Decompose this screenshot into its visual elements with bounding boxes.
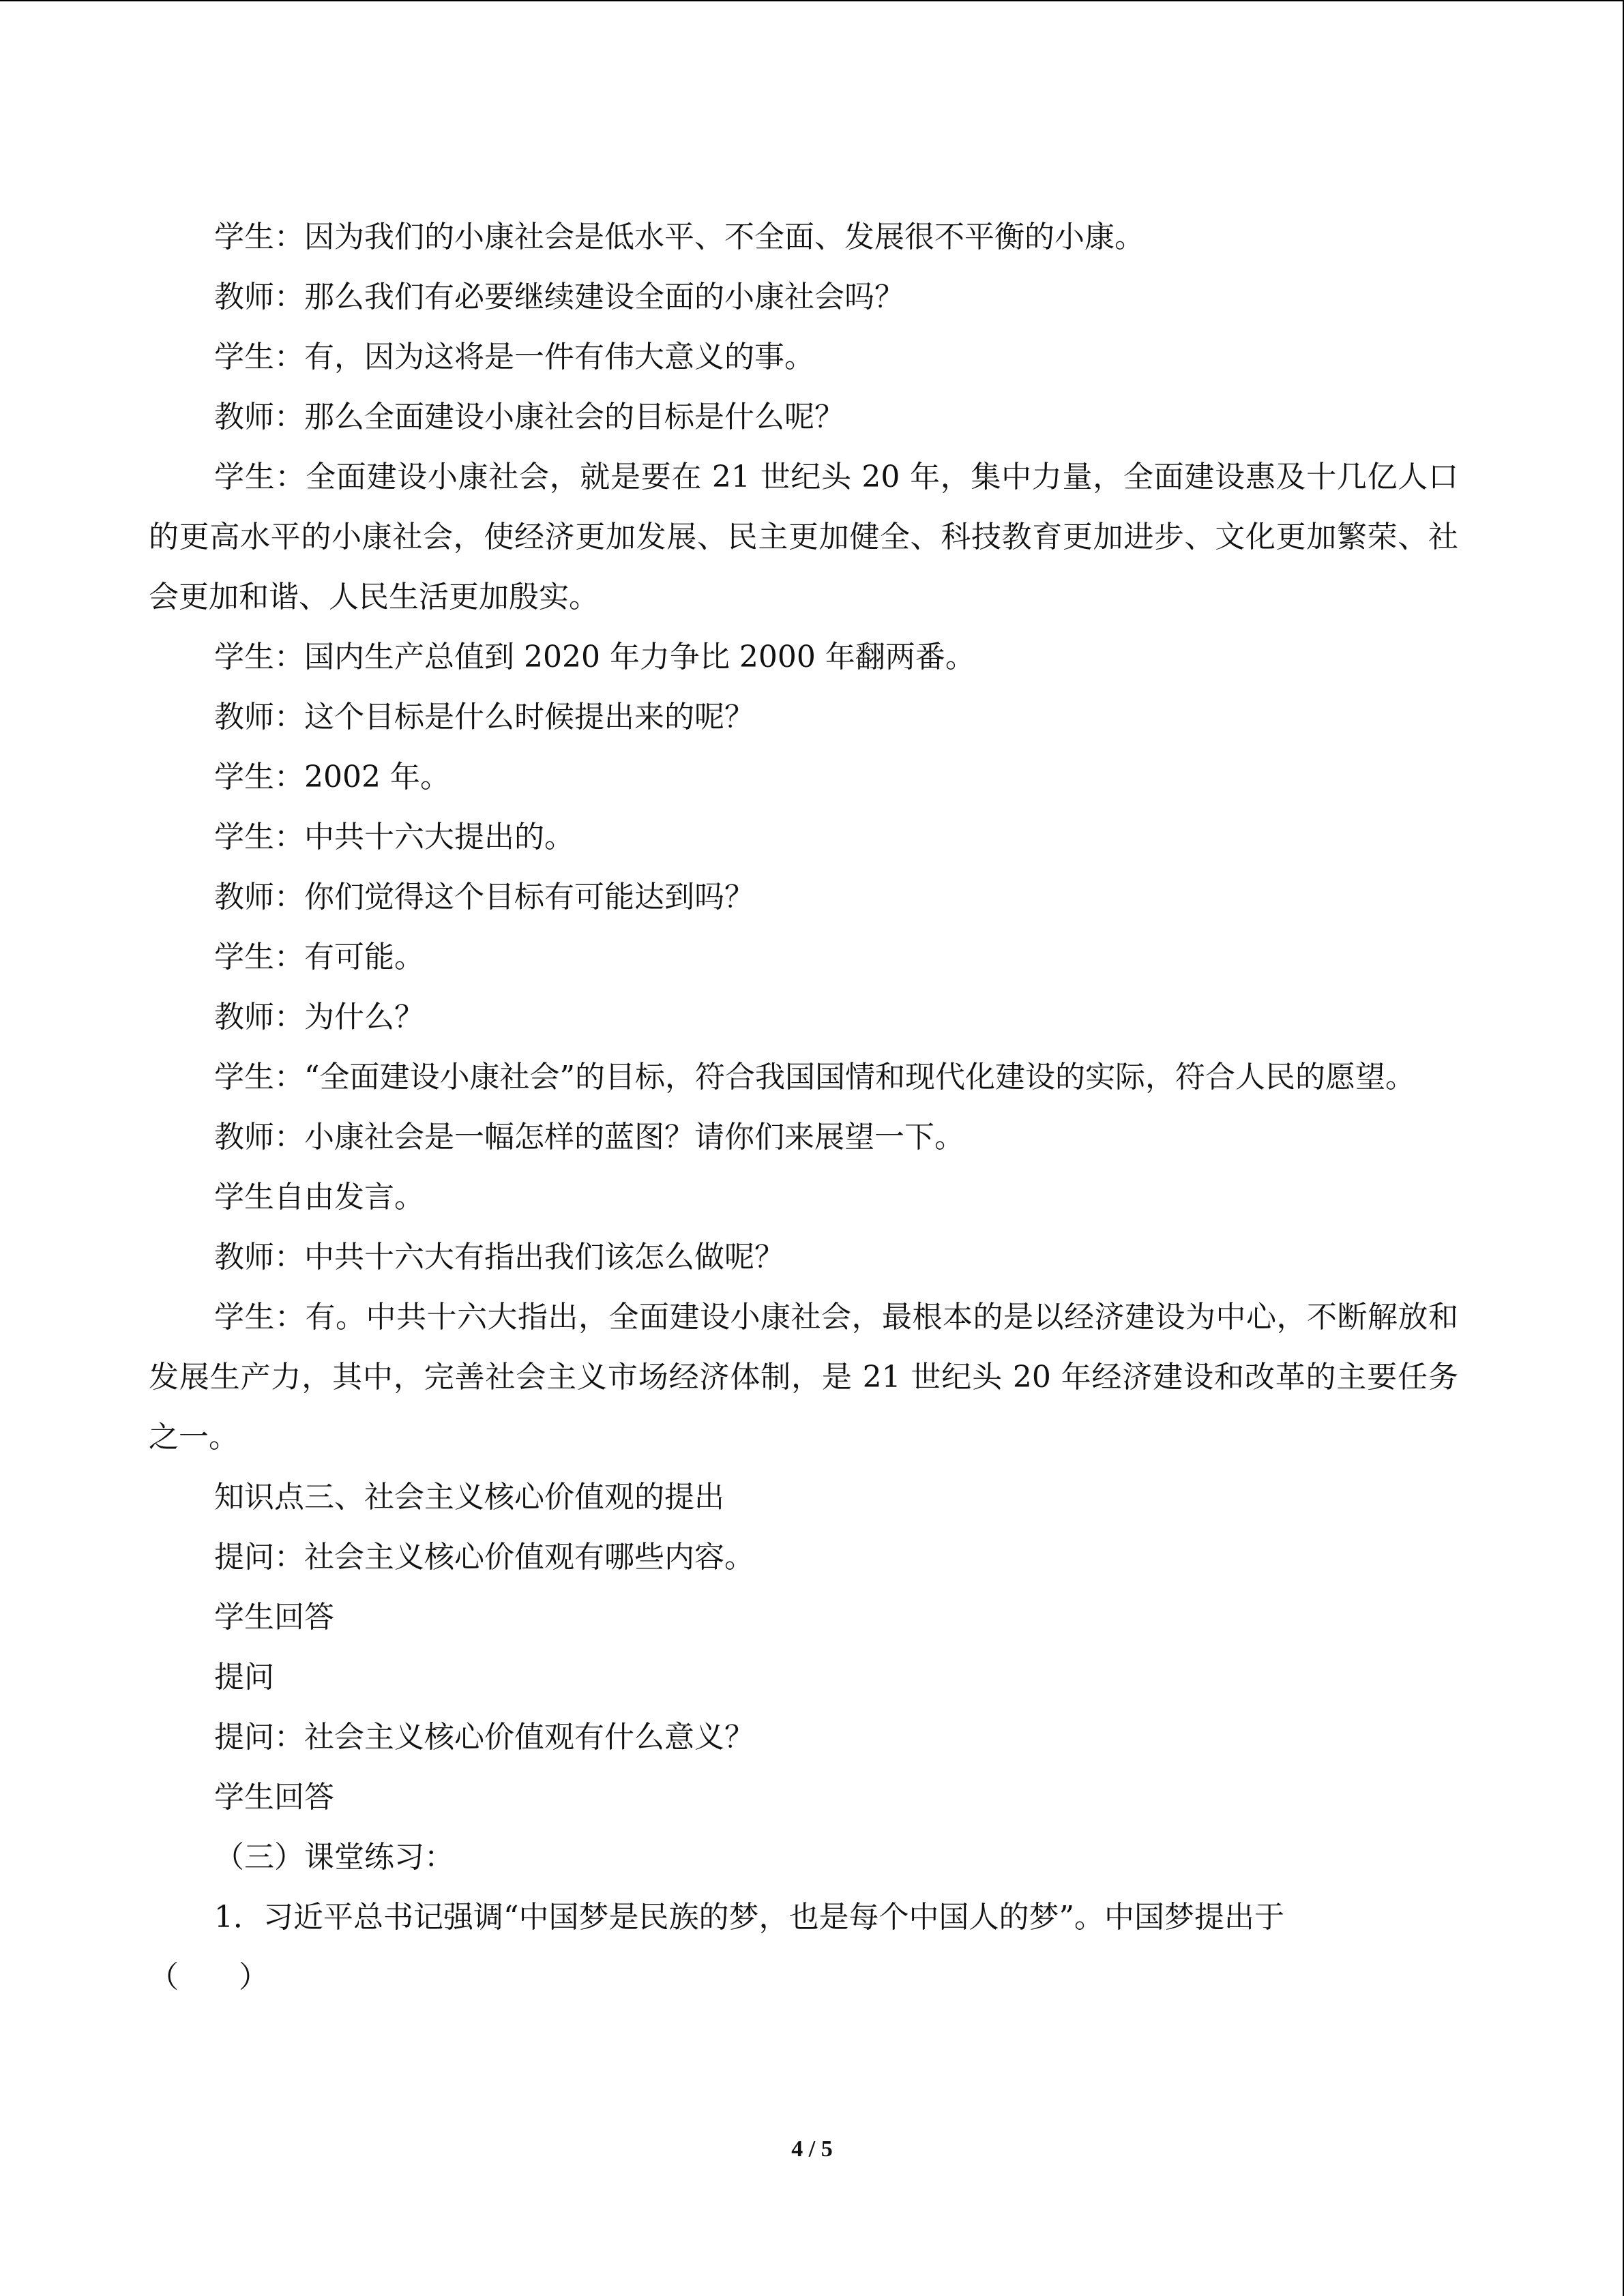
dialogue-line: 学生：国内生产总值到 2020 年力争比 2000 年翻两番。 bbox=[214, 640, 975, 674]
dialogue-line: 学生：“全面建设小康社会”的目标，符合我国国情和现代化建设的实际，符合人民的愿望。 bbox=[214, 1060, 1415, 1094]
dialogue-line: 学生：有。中共十六大指出，全面建设小康社会，最根本的是以经济建设为中心，不断解放和发展生产力，其中，完善社会主义市场经济体制，是 21 世纪头 20 年经济建设和改革的主要任务之一。 bbox=[149, 1300, 1458, 1455]
question-line: 提问 bbox=[214, 1660, 274, 1695]
dialogue-line: 教师：为什么？ bbox=[214, 1000, 424, 1034]
question-line: 提问：社会主义核心价值观有哪些内容。 bbox=[214, 1540, 754, 1575]
dialogue-line: 教师：这个目标是什么时候提出来的呢？ bbox=[214, 700, 754, 734]
dialogue-line: 教师：你们觉得这个目标有可能达到吗？ bbox=[214, 880, 754, 914]
dialogue-line: 学生：因为我们的小康社会是低水平、不全面、发展很不平衡的小康。 bbox=[214, 220, 1145, 254]
dialogue-line: 教师：小康社会是一幅怎样的蓝图？请你们来展望一下。 bbox=[214, 1120, 964, 1154]
answer-blank: （ ） bbox=[149, 1960, 269, 1995]
dialogue-line: 学生：2002 年。 bbox=[214, 760, 450, 794]
dialogue-line: 学生自由发言。 bbox=[214, 1180, 424, 1214]
answer-line: 学生回答 bbox=[214, 1780, 334, 1815]
exercise-question: 1．习近平总书记强调“中国梦是民族的梦，也是每个中国人的梦”。中国梦提出于 bbox=[214, 1900, 1284, 1935]
section-heading: 知识点三、社会主义核心价值观的提出 bbox=[214, 1480, 724, 1515]
dialogue-line: 教师：那么全面建设小康社会的目标是什么呢？ bbox=[214, 400, 844, 434]
document-body bbox=[149, 207, 1458, 2008]
dialogue-line: 教师：中共十六大有指出我们该怎么做呢？ bbox=[214, 1240, 784, 1274]
dialogue-line: 学生：全面建设小康社会，就是要在 21 世纪头 20 年，集中力量，全面建设惠及十几亿人口的更高水平的小康社会，使经济更加发展、民主更加健全、科技教育更加进步、文化更加繁荣、社会更加和谐、人民生活更加殷实。 bbox=[149, 460, 1458, 614]
question-line: 提问：社会主义核心价值观有什么意义？ bbox=[214, 1720, 754, 1755]
dialogue-line: 学生：有，因为这将是一件有伟大意义的事。 bbox=[214, 340, 814, 374]
dialogue-line: 学生：有可能。 bbox=[214, 940, 424, 974]
answer-line: 学生回答 bbox=[214, 1600, 334, 1635]
exercise-heading: （三）课堂练习： bbox=[214, 1840, 454, 1875]
page-number: 4 / 5 bbox=[791, 2136, 833, 2162]
dialogue-line: 教师：那么我们有必要继续建设全面的小康社会吗？ bbox=[214, 280, 904, 314]
dialogue-line: 学生：中共十六大提出的。 bbox=[214, 820, 574, 854]
